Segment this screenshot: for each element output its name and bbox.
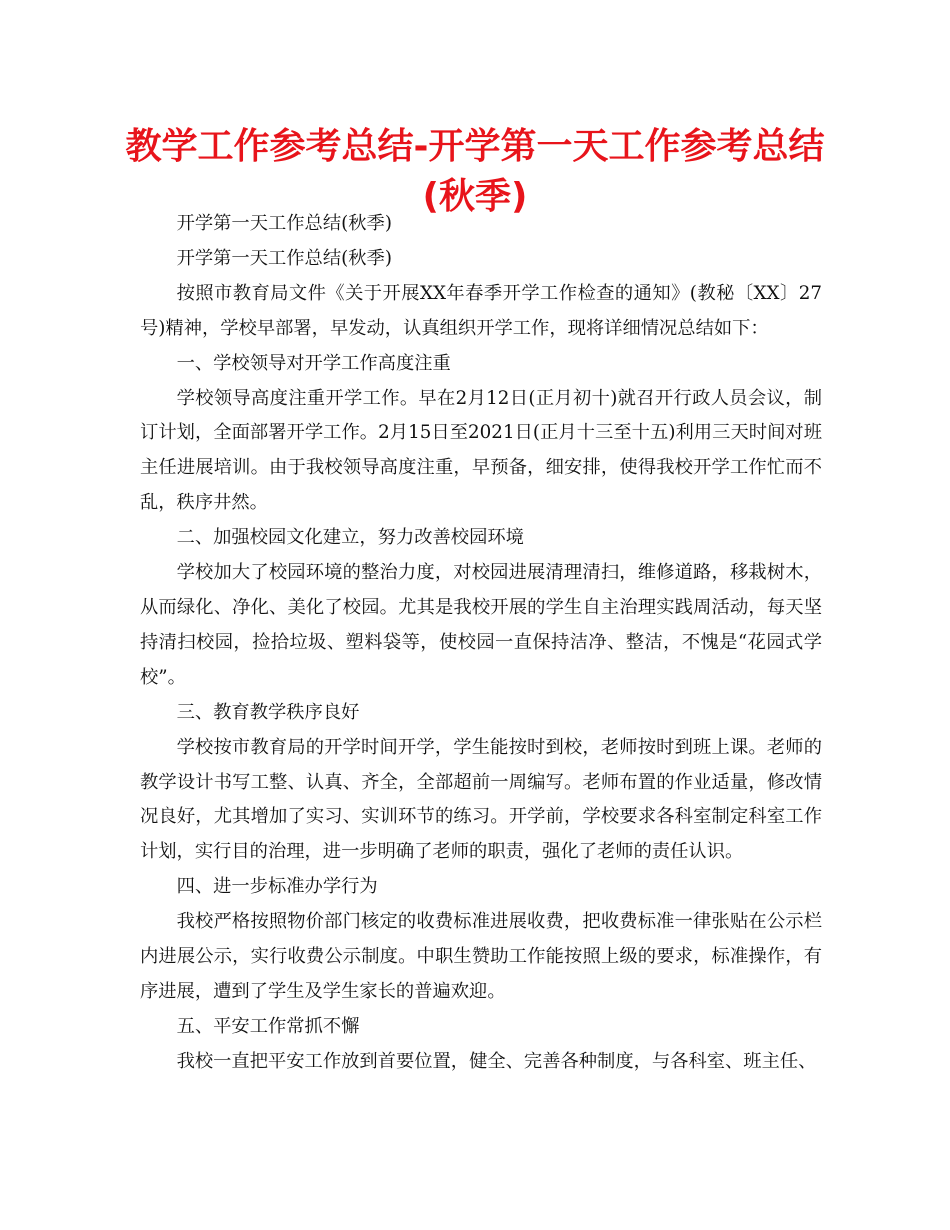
paragraph-intro: 按照市教育局文件《关于开展XX年春季开学工作检查的通知》(教秘〔XX〕27号)精神，学校早部署，早发动，认真组织开学工作，现将详细情况总结如下： bbox=[140, 282, 822, 339]
document-body bbox=[140, 207, 822, 1080]
section-body-1: 学校领导高度注重开学工作。早在2月12日(正月初十)就召开行政人员会议，制订计划，全面部署开学工作。2月15日至2021日(正月十三至十五)利用三天时间对班主任进展培训。由于我校领导高度注重，早预备，细安排，使得我校开学工作忙而不乱，秩序井然。 bbox=[140, 387, 822, 514]
document-title: 教学工作参考总结-开学第一天工作参考总结(秋季) bbox=[125, 126, 825, 217]
section-heading-1: 一、学校领导对开学工作高度注重 bbox=[176, 352, 451, 374]
paragraph-subtitle-2: 开学第一天工作总结(秋季) bbox=[176, 247, 392, 269]
section-heading-4: 四、进一步标准办学行为 bbox=[176, 876, 378, 898]
section-heading-5: 五、平安工作常抓不懈 bbox=[176, 1015, 360, 1037]
section-body-5: 我校一直把平安工作放到首要位置，健全、完善各种制度，与各科室、班主任、 bbox=[176, 1050, 817, 1072]
section-heading-3: 三、教育教学秩序良好 bbox=[176, 701, 360, 723]
section-body-4: 我校严格按照物价部门核定的收费标准进展收费，把收费标准一律张贴在公示栏内进展公示，实行收费公示制度。中职生赞助工作能按照上级的要求，标准操作，有序进展，遭到了学生及学生家长的普遍欢迎。 bbox=[140, 911, 822, 1002]
section-body-3: 学校按市教育局的开学时间开学，学生能按时到校，老师按时到班上课。老师的教学设计书写工整、认真、齐全，全部超前一周编写。老师布置的作业适量，修改情况良好，尤其增加了实习、实训环节的练习。开学前，学校要求各科室制定科室工作计划，实行目的治理，进一步明确了老师的职责，强化了老师的责任认识。 bbox=[140, 736, 822, 863]
section-heading-2: 二、加强校园文化建立，努力改善校园环境 bbox=[176, 527, 524, 549]
section-body-2: 学校加大了校园环境的整治力度，对校园进展清理清扫，维修道路，移栽树木，从而绿化、净化、美化了校园。尤其是我校开展的学生自主治理实践周活动，每天坚持清扫校园，捡拾垃圾、塑料袋等，使校园一直保持洁净、整洁，不愧是“花园式学校”。 bbox=[140, 562, 822, 688]
paragraph-subtitle-1: 开学第一天工作总结(秋季) bbox=[176, 213, 392, 234]
